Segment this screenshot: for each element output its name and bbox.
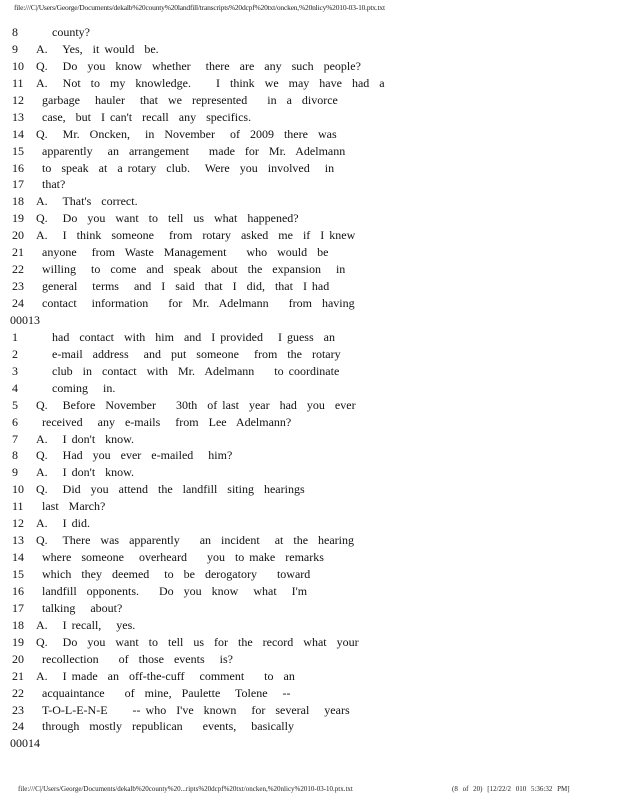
- transcript-line: [0, 244, 618, 261]
- line-text: where someone overheard you to make remarks: [42, 550, 324, 565]
- transcript-line: [0, 261, 618, 278]
- line-number: 16: [12, 160, 24, 175]
- line-number: 17: [12, 177, 24, 192]
- line-number: 8: [12, 25, 18, 39]
- transcript-line: [0, 431, 618, 448]
- line-text: garbage hauler that we represented in a divorce: [42, 92, 338, 107]
- line-number: 2: [12, 346, 18, 361]
- transcript-line: [0, 24, 618, 41]
- line-number: 4: [12, 380, 18, 395]
- line-number: 24: [12, 296, 24, 310]
- transcript-body: [0, 24, 618, 752]
- transcript-line: [0, 176, 618, 193]
- transcript-line: [0, 583, 618, 600]
- line-number: 12: [12, 92, 24, 107]
- page-break-marker: [0, 735, 618, 752]
- line-text: A. I don't know.: [36, 431, 135, 446]
- line-text: Q. Mr. Oncken, in November of 2009 there was: [36, 126, 337, 141]
- transcript-line: [0, 668, 618, 685]
- line-number: 18: [12, 194, 24, 209]
- line-number: 23: [12, 702, 24, 717]
- transcript-line: [0, 617, 618, 634]
- line-text: talking about?: [42, 600, 123, 615]
- transcript-line: [0, 227, 618, 244]
- line-number: 21: [12, 668, 24, 683]
- line-text: A. I don't know.: [36, 465, 135, 480]
- line-number: 21: [12, 245, 24, 260]
- line-text: A. I did.: [36, 516, 90, 531]
- file-path-header: file:///C|/Users/George/Documents/dekalb%20county%20landfill/transcripts%20dcpf%20txt/oncken,%20nlicy%2010-03-10.ptx.txt: [14, 3, 385, 12]
- transcript-line: [0, 447, 618, 464]
- transcript-line: [0, 702, 618, 719]
- line-text: Q. Before November 30th of last year had you ever: [36, 397, 356, 412]
- line-number: 10: [12, 482, 24, 497]
- transcript-line: [0, 92, 618, 109]
- transcript-line: [0, 210, 618, 227]
- line-text: general terms and I said that I did, that I had: [42, 279, 330, 294]
- line-text: Q. Do you know whether there are any such people?: [36, 58, 361, 73]
- line-number: 14: [12, 550, 24, 565]
- line-number: 20: [12, 651, 24, 666]
- transcript-line: [0, 685, 618, 702]
- line-number: 22: [12, 262, 24, 277]
- transcript-line: [0, 481, 618, 498]
- transcript-line: [0, 160, 618, 177]
- line-number: 23: [12, 279, 24, 294]
- transcript-line: [0, 651, 618, 668]
- line-number: 1: [12, 329, 18, 344]
- line-text: acquaintance of mine, Paulette Tolene --: [42, 685, 291, 700]
- line-number: 17: [12, 600, 24, 615]
- transcript-line: [0, 634, 618, 651]
- line-number: 18: [12, 617, 24, 632]
- line-number: 16: [12, 583, 24, 598]
- line-text: A. I think someone from rotary asked me if I knew: [36, 228, 356, 243]
- line-text: landfill opponents. Do you know what I'm: [42, 583, 308, 598]
- line-text: to speak at a rotary club. Were you involved in: [42, 160, 335, 175]
- transcript-line: [0, 363, 618, 380]
- line-number: 6: [12, 414, 18, 429]
- line-number: 12: [12, 516, 24, 531]
- transcript-line: [0, 718, 618, 735]
- line-number: 00013: [10, 312, 40, 327]
- line-number: 10: [12, 58, 24, 73]
- line-text: Q. Do you want to tell us what happened?: [36, 211, 299, 226]
- line-text: e-mail address and put someone from the rotary: [52, 346, 341, 361]
- line-number: 8: [12, 448, 18, 463]
- transcript-line: [0, 143, 618, 160]
- line-number: 00014: [10, 736, 40, 751]
- transcript-line: [0, 549, 618, 566]
- line-number: 7: [12, 431, 18, 446]
- line-number: 19: [12, 634, 24, 649]
- line-number: 13: [12, 533, 24, 548]
- transcript-line: [0, 109, 618, 126]
- line-text: case, but I can't recall any specifics.: [42, 109, 252, 124]
- line-text: A. Yes, it would be.: [36, 41, 159, 56]
- line-text: last March?: [42, 499, 106, 514]
- line-text: county?: [52, 25, 90, 39]
- transcript-line: [0, 380, 618, 397]
- transcript-line: [0, 193, 618, 210]
- transcript-line: [0, 126, 618, 143]
- transcript-line: [0, 515, 618, 532]
- line-number: 13: [12, 109, 24, 124]
- line-text: through mostly republican events, basically: [42, 719, 294, 734]
- line-text: A. Not to my knowledge. I think we may have had a: [36, 75, 385, 90]
- line-text: received any e-mails from Lee Adelmann?: [42, 414, 292, 429]
- transcript-line: [0, 41, 618, 58]
- line-number: 15: [12, 143, 24, 158]
- line-number: 20: [12, 228, 24, 243]
- line-text: Q. There was apparently an incident at the hearing: [36, 533, 355, 548]
- page-break-marker: [0, 312, 618, 329]
- line-text: had contact with him and I provided I guess an: [52, 329, 335, 344]
- line-number: 19: [12, 211, 24, 226]
- line-text: which they deemed to be derogatory toward: [42, 567, 311, 581]
- transcript-line: [0, 498, 618, 515]
- transcript-line: [0, 464, 618, 481]
- transcript-line: [0, 532, 618, 549]
- line-number: 5: [12, 397, 18, 412]
- line-text: T-O-L-E-N-E -- who I've known for several years: [42, 702, 350, 717]
- transcript-line: [0, 295, 618, 312]
- transcript-line: [0, 346, 618, 363]
- transcript-line: [0, 278, 618, 295]
- line-text: that?: [42, 177, 66, 192]
- line-number: 3: [12, 363, 18, 378]
- line-number: 15: [12, 567, 24, 581]
- line-number: 11: [12, 75, 24, 90]
- line-number: 9: [12, 41, 18, 56]
- line-text: A. I made an off-the-cuff comment to an: [36, 668, 295, 683]
- transcript-line: [0, 414, 618, 431]
- line-number: 24: [12, 719, 24, 734]
- line-number: 11: [12, 499, 24, 514]
- line-number: 22: [12, 685, 24, 700]
- line-text: club in contact with Mr. Adelmann to coordinate: [52, 363, 340, 378]
- line-number: 14: [12, 126, 24, 141]
- transcript-line: [0, 329, 618, 346]
- line-text: recollection of those events is?: [42, 651, 233, 666]
- file-path-footer: file:///C|/Users/George/Documents/dekalb%20county%20...ripts%20dcpf%20txt/oncken,%20nlicy%2010-03-10.ptx.txt: [18, 785, 353, 793]
- line-text: Q. Did you attend the landfill siting hearings: [36, 482, 305, 497]
- transcript-line: [0, 397, 618, 414]
- transcript-line: [0, 58, 618, 75]
- line-text: willing to come and speak about the expansion in: [42, 262, 346, 277]
- line-text: A. I recall, yes.: [36, 617, 136, 632]
- page-info-footer: (8 of 20) [12/22/2 010 5:36:32 PM]: [452, 785, 570, 793]
- line-text: A. That's correct.: [36, 194, 138, 209]
- line-text: contact information for Mr. Adelmann from having: [42, 296, 355, 310]
- line-text: apparently an arrangement made for Mr. Adelmann: [42, 143, 346, 158]
- transcript-line: [0, 600, 618, 617]
- line-text: anyone from Waste Management who would be: [42, 245, 329, 260]
- transcript-line: [0, 75, 618, 92]
- line-text: Q. Had you ever e-mailed him?: [36, 448, 233, 463]
- line-text: Q. Do you want to tell us for the record what your: [36, 634, 359, 649]
- line-number: 9: [12, 465, 18, 480]
- line-text: coming in.: [52, 380, 116, 395]
- transcript-line: [0, 566, 618, 583]
